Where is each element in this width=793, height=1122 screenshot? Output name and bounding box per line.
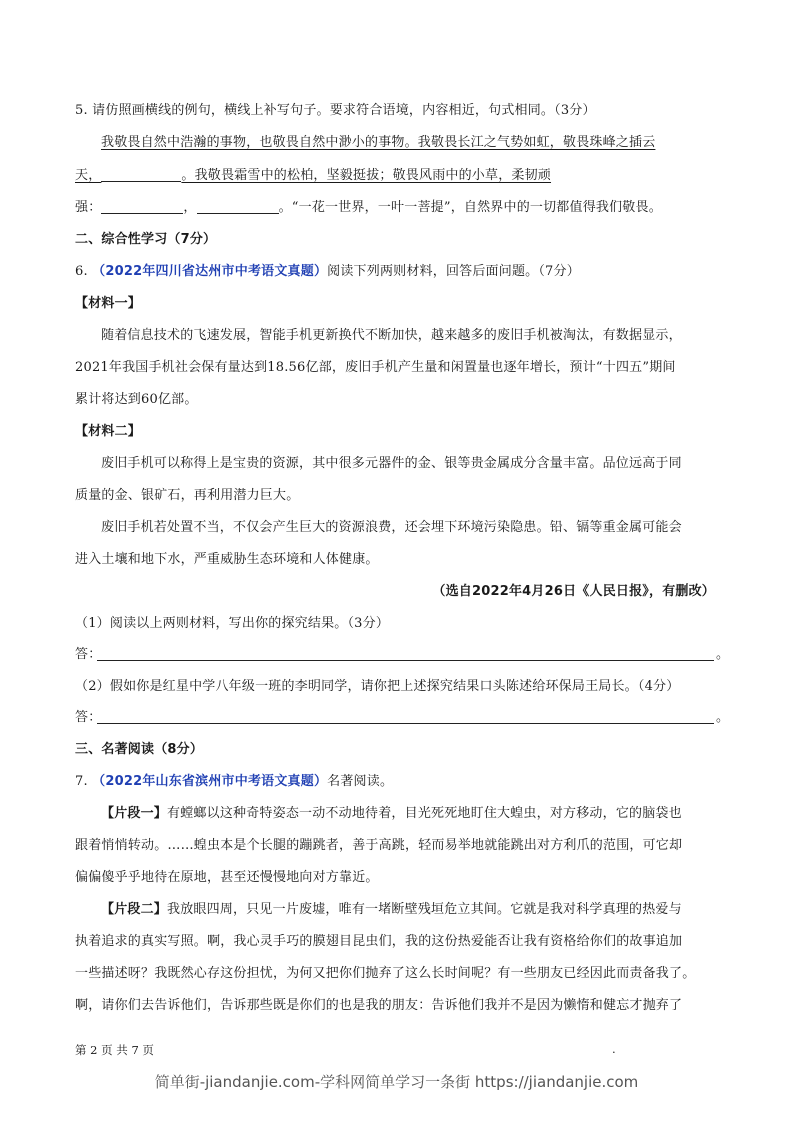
material-1-line-3: 累计将达到60亿部。 — [75, 392, 198, 407]
material-2-line-1: 废旧手机可以称得上是宝贵的资源，其中很多元器件的金、银等贵金属成分含量丰富。品位远高于同 — [101, 456, 682, 471]
q5-line3-a: 强： — [75, 200, 102, 215]
answer-line-1[interactable] — [97, 660, 714, 661]
q6-stem: 阅读下列两则材料，回答后面问题。（7分） — [327, 264, 580, 279]
q5-stem: 5. 请仿照画横线的例句，横线上补写句子。要求符合语境，内容相近，句式相同。（3分） — [75, 103, 596, 118]
excerpt-1-text-1: 有螳螂以这种奇特姿态一动不动地待着，目光死死地盯住大蝗虫，对方移动，它的脑袋也 — [167, 806, 682, 821]
q6-header — [75, 262, 725, 282]
section-3-title: 三、名著阅读（8分） — [75, 742, 204, 757]
excerpt-2-line-1 — [101, 900, 751, 920]
q5-line2-b: 。我敬畏霜雪中的松柏，坚毅挺拔；敬畏风雨中的小草，柔韧顽 — [181, 168, 552, 183]
q5-line3-c: 。“一花一世界，一叶一菩提”，自然界中的一切都值得我们敬畏。 — [278, 200, 662, 215]
q5-blank-1[interactable] — [101, 167, 181, 182]
material-1-line-1: 随着信息技术的飞速发展，智能手机更新换代不断加快，越来越多的废旧手机被淘汰，有数据显示， — [101, 328, 682, 343]
material-2-title: 【材料二】 — [75, 424, 142, 439]
q7-header — [75, 772, 725, 792]
page-number: 第 2 页 共 7 页 — [75, 1043, 154, 1057]
answer-label-2: 答： — [75, 710, 102, 725]
material-1-line-2: 2021年我国手机社会保有量达到18.56亿部，废旧手机产生量和闲置量也逐年增长，预计“十四五”期间 — [75, 360, 676, 375]
q5-line-3 — [75, 198, 725, 218]
answer-end-2: 。 — [716, 710, 730, 725]
q6-sub-1: （1）阅读以上两则材料，写出你的探究结果。（3分） — [75, 616, 390, 631]
material-1-title: 【材料一】 — [75, 296, 142, 311]
material-2-line-3: 废旧手机若处置不当，不仅会产生巨大的资源浪费，还会埋下环境污染隐患。铅、镉等重金属可能会 — [101, 520, 682, 535]
q5-blank-3[interactable] — [197, 199, 279, 214]
citation: （选自2022年4月26日《人民日报》，有删改） — [432, 584, 715, 599]
q5-line2-a: 天， — [75, 168, 102, 183]
answer-line-2[interactable] — [97, 723, 714, 724]
q6-number: 6. — [75, 264, 88, 279]
excerpt-1-line-1 — [101, 804, 751, 824]
q6-source: （2022年四川省达州市中考语文真题） — [92, 264, 328, 279]
q7-number: 7. — [75, 774, 88, 789]
excerpt-2-line-4: 啊，请你们去告诉他们，告诉那些既是你们的也是我的朋友：告诉他们我并不是因为懒惰和健忘才抛弃了 — [75, 998, 683, 1013]
excerpt-1-line-3: 偏偏傻乎乎地待在原地，甚至还慢慢地向对方靠近。 — [75, 870, 379, 885]
q7-source: （2022年山东省滨州市中考语文真题） — [92, 774, 328, 789]
footer-dot: . — [612, 1042, 616, 1056]
excerpt-2-line-3: 一些描述呀？我既然心存这份担忧，为何又把你们抛弃了这么长时间呢？有一些朋友已经因此而责备我了。 — [75, 966, 696, 981]
excerpt-2-tag: 【片段二】 — [101, 902, 168, 917]
q5-example-line: 我敬畏自然中浩瀚的事物，也敬畏自然中渺小的事物。我敬畏长江之气势如虹，敬畏珠峰之插云 — [101, 135, 656, 150]
answer-end-1: 。 — [716, 647, 730, 662]
q5-line3-b: ， — [183, 200, 197, 215]
excerpt-1-tag: 【片段一】 — [101, 806, 168, 821]
excerpt-2-text-1: 我放眼四周，只见一片废墟，唯有一堵断壁残垣危立其间。它就是我对科学真理的热爱与 — [167, 902, 682, 917]
q6-sub-2: （2）假如你是红星中学八年级一班的李明同学，请你把上述探究结果口头陈述给环保局王局长。（4分） — [75, 679, 680, 694]
section-2-title: 二、综合性学习（7分） — [75, 232, 217, 247]
excerpt-1-line-2: 跟着悄悄转动。……蝗虫本是个长腿的蹦跳者，善于高跳，轻而易举地就能跳出对方利爪的范围，可它却 — [75, 838, 683, 853]
material-2-line-2: 质量的金、银矿石，再利用潜力巨大。 — [75, 488, 300, 503]
q7-stem: 名著阅读。 — [327, 774, 394, 789]
q5-blank-2[interactable] — [101, 199, 183, 214]
material-2-line-4: 进入土壤和地下水，严重威胁生态环境和人体健康。 — [75, 552, 379, 567]
site-watermark: 简单街-jiandanjie.com-学科网简单学习一条街 https://jiandanjie.com — [154, 1073, 639, 1091]
q5-line-2 — [75, 166, 725, 186]
answer-label-1: 答： — [75, 647, 102, 662]
excerpt-2-line-2: 执着追求的真实写照。啊，我心灵手巧的膜翅目昆虫们，我的这份热爱能否让我有资格给你们的故事追加 — [75, 934, 683, 949]
